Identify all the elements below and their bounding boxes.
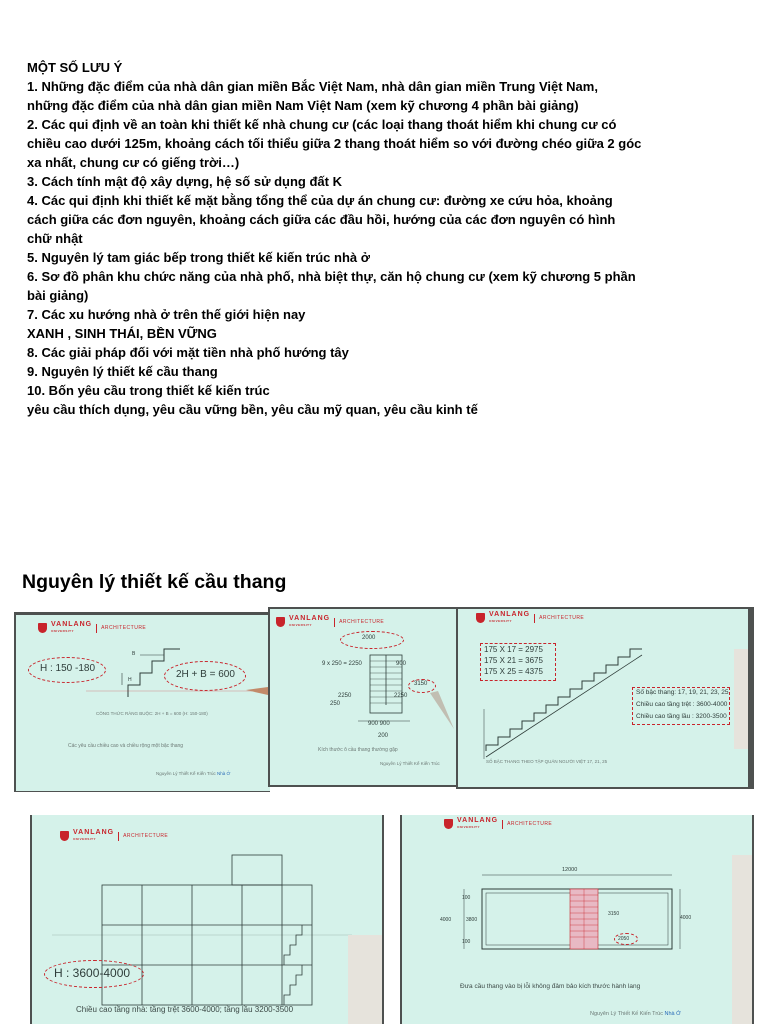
section-title: Nguyên lý thiết kế cầu thang bbox=[22, 571, 287, 593]
dim-2250-right: 2250 bbox=[394, 693, 408, 699]
brand-logo: VANLANG UNIVERSITY ARCHITECTURE bbox=[476, 611, 584, 625]
slide-photo-corridor-error bbox=[400, 815, 754, 1024]
note-line: XANH , SINH THÁI, BỀN VỮNG bbox=[27, 326, 217, 341]
note-line: bài giảng) bbox=[27, 288, 89, 303]
building-section-drawing bbox=[32, 815, 382, 1024]
slide-photo-floor-height bbox=[30, 815, 384, 1024]
floor-height-label: H : 3600-4000 bbox=[54, 966, 131, 980]
brand-logo: VANLANG UNIVERSITY ARCHITECTURE bbox=[38, 621, 146, 635]
dim-900: 900 bbox=[396, 661, 407, 667]
info-floor-height: Chiều cao tầng lầu : 3200-3500 bbox=[636, 713, 727, 720]
caption-corridor-error: Đưa cầu thang vào bị lỗi không đảm bảo kích thước hành lang bbox=[460, 983, 641, 990]
note-line: chiều cao dưới 125m, khoảng cách tối thiểu giữa 2 thang thoát hiểm so với đường chéo giữa 2 góc bbox=[27, 136, 642, 151]
h-label: H bbox=[128, 677, 132, 683]
dim-bottom: 900 900 bbox=[368, 721, 390, 727]
dim-250: 250 bbox=[330, 701, 341, 707]
dim-12000: 12000 bbox=[562, 867, 578, 873]
note-line: 6. Sơ đồ phân khu chức năng của nhà phố, nhà biệt thự, căn hộ chung cư (xem kỹ chương 5 phần bbox=[27, 269, 636, 284]
info-ground-height: Chiều cao tầng trệt : 3600-4000 bbox=[636, 701, 728, 708]
note-line: 10. Bốn yêu cầu trong thiết kế kiến trúc bbox=[27, 383, 270, 398]
calc-line-21: 175 X 21 = 3675 bbox=[484, 656, 543, 665]
dim-3150: 3150 bbox=[414, 681, 428, 687]
projector-screen bbox=[402, 815, 752, 1024]
note-line: 9. Nguyên lý thiết kế cầu thang bbox=[27, 364, 218, 379]
note-line: xa nhất, chung cư có giếng trời…) bbox=[27, 155, 240, 170]
formula-label: 2H + B = 600 bbox=[176, 669, 235, 680]
brand-logo: VANLANG UNIVERSITY ARCHITECTURE bbox=[276, 615, 384, 629]
note-line: cách giữa các đơn nguyên, khoảng cách giữa các đầu hồi, hướng của các đơn nguyên có hình bbox=[27, 212, 616, 227]
dim-200: 200 bbox=[378, 733, 389, 739]
b-label: B bbox=[132, 651, 136, 657]
caption-stair-size: Kích thước ô cầu thang thường gặp bbox=[318, 747, 398, 753]
projector-screen bbox=[16, 615, 270, 791]
note-line: 4. Các qui định khi thiết kế mặt bằng tổng thể của dự án chung cư: đường xe cứu hỏa, khoảng bbox=[27, 193, 613, 208]
dim-4000-right: 4000 bbox=[680, 915, 692, 921]
dim-3150: 3150 bbox=[608, 911, 620, 917]
height-range-label: H : 150 -180 bbox=[40, 663, 96, 674]
dim-run: 9 x 250 = 2250 bbox=[322, 661, 362, 667]
dim-100-bottom: 100 bbox=[462, 939, 471, 945]
slide-photo-stair-formula bbox=[14, 612, 270, 792]
note-line: 8. Các giải pháp đối với mặt tiền nhà phố hướng tây bbox=[27, 345, 349, 360]
caption-formula: CÔNG THỨC RÀNG BUỘC: 2H + B = 600 (H: 150-180) bbox=[96, 711, 208, 716]
note-line: 2. Các qui định về an toàn khi thiết kế nhà chung cư (các loại thang thoát hiểm khi chung cư có bbox=[27, 117, 617, 132]
dim-3800: 3800 bbox=[466, 917, 478, 923]
slide-footer: Nguyên Lý Thiết Kế Kiến Trúc Nhà Ở bbox=[590, 1011, 681, 1017]
dim-2250-left: 2250 bbox=[338, 693, 352, 699]
slide-footer: Nguyên Lý Thiết Kế Kiến Trúc bbox=[380, 761, 440, 766]
projector-screen bbox=[32, 815, 382, 1024]
notes-section bbox=[27, 58, 717, 419]
caption-step-count: SỐ BẬC THANG THEO TẬP QUÁN NGƯỜI VIỆT 17, 21, 25 bbox=[486, 759, 608, 764]
note-line: 1. Những đặc điểm của nhà dân gian miền Bắc Việt Nam, nhà dân gian miền Trung Việt Nam, bbox=[27, 79, 598, 94]
calc-line-25: 175 X 25 = 4375 bbox=[484, 667, 543, 676]
note-line: những đặc điểm của nhà dân gian miền Nam Việt Nam (xem kỹ chương 4 phần bài giảng) bbox=[27, 98, 579, 113]
floor-plan-drawing bbox=[402, 815, 752, 1024]
note-line: yêu cầu thích dụng, yêu cầu vững bền, yêu cầu mỹ quan, yêu cầu kinh tế bbox=[27, 402, 478, 417]
note-line: 5. Nguyên lý tam giác bếp trong thiết kế kiến trúc nhà ở bbox=[27, 250, 370, 265]
slide-photo-stair-plan bbox=[268, 607, 458, 787]
caption-floor-height: Chiều cao tầng nhà: tầng trệt 3600-4000; tầng lầu 3200-3500 bbox=[76, 1005, 294, 1014]
slide-footer: Nguyên Lý Thiết Kế Kiến Trúc Nhà Ở bbox=[156, 771, 231, 776]
notes-heading: MỘT SỐ LƯU Ý bbox=[27, 60, 123, 75]
dim-2050: 2050 bbox=[618, 936, 630, 942]
dim-4000-left: 4000 bbox=[440, 917, 452, 923]
dim-100-top: 100 bbox=[462, 895, 471, 901]
note-line: 3. Cách tính mật độ xây dựng, hệ số sử dụng đất K bbox=[27, 174, 342, 189]
brand-logo: VANLANG UNIVERSITY ARCHITECTURE bbox=[444, 817, 552, 831]
projector-screen bbox=[458, 609, 748, 787]
note-line: chữ nhật bbox=[27, 231, 83, 246]
dim-top: 2000 bbox=[362, 635, 376, 641]
caption-step-requirements: Các yêu cầu chiều cao và chiều rộng một bậc thang bbox=[68, 743, 184, 749]
brand-logo: VANLANG UNIVERSITY ARCHITECTURE bbox=[60, 829, 168, 843]
slide-photo-step-count bbox=[456, 607, 754, 789]
calc-line-17: 175 X 17 = 2975 bbox=[484, 645, 543, 654]
stair-step-diagram bbox=[16, 615, 270, 791]
projector-screen bbox=[270, 609, 456, 785]
info-step-count: Số bậc thang: 17, 19, 21, 23, 25 bbox=[636, 689, 729, 696]
note-line: 7. Các xu hướng nhà ở trên thế giới hiện nay bbox=[27, 307, 306, 322]
